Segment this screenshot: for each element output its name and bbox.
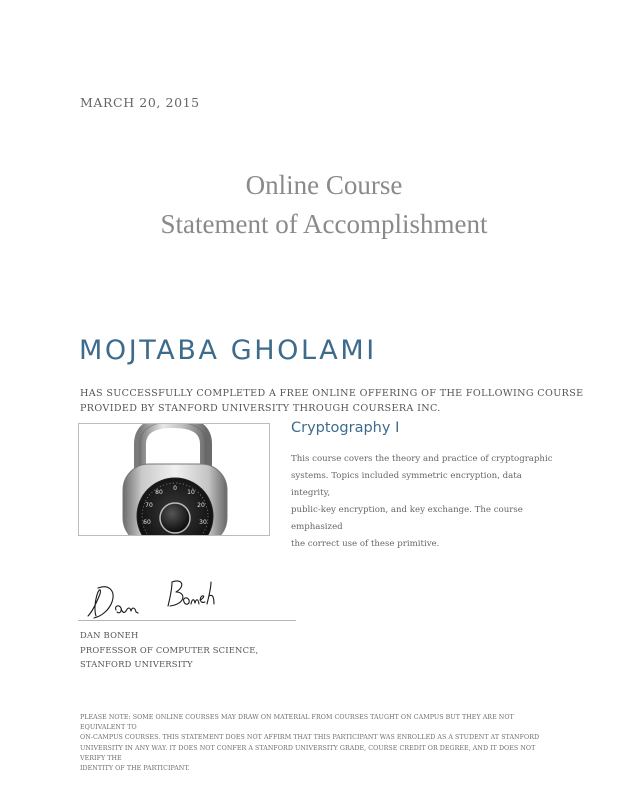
svg-text:10: 10 (187, 489, 195, 496)
completion-statement-line: HAS SUCCESSFULLY COMPLETED A FREE ONLINE OFFERING OF THE FOLLOWING COURSE (80, 388, 584, 399)
signer-institution: STANFORD UNIVERSITY (80, 659, 193, 669)
course-description (291, 451, 561, 553)
completion-statement (80, 386, 584, 416)
handwritten-signature (86, 576, 236, 622)
disclaimer-note (80, 713, 550, 774)
svg-text:20: 20 (197, 502, 205, 509)
course-image (78, 423, 270, 536)
course-description-line: the correct use of these primitive. (291, 539, 440, 549)
signer-name: DAN BONEH (80, 630, 139, 640)
certificate-title-line-2: Statement of Accomplishment (160, 209, 488, 239)
disclaimer-line: IDENTITY OF THE PARTICIPANT. (80, 765, 190, 773)
signature-line (78, 620, 296, 621)
svg-text:70: 70 (145, 502, 153, 509)
disclaimer-line: ON-CAMPUS COURSES. THIS STATEMENT DOES NOT AFFIRM THAT THIS PARTICIPANT WAS ENROLLED AS A STUDENT AT STANFORD (80, 734, 540, 742)
certificate-title-line-1: Online Course (245, 170, 403, 200)
svg-text:80: 80 (155, 489, 163, 496)
svg-text:30: 30 (199, 519, 207, 526)
course-description-line: systems. Topics included symmetric encryption, data integrity, (291, 471, 522, 498)
disclaimer-line: UNIVERSITY IN ANY WAY. IT DOES NOT CONFER A STANFORD UNIVERSITY GRADE, COURSE CREDIT OR DEGREE, AND IT DOES NOT VERIFY THE (80, 744, 536, 762)
recipient-name: MOJTABA GHOLAMI (79, 335, 377, 366)
svg-text:60: 60 (143, 519, 151, 526)
signer-position: PROFESSOR OF COMPUTER SCIENCE, (80, 644, 259, 655)
completion-statement-line: PROVIDED BY STANFORD UNIVERSITY THROUGH COURSERA INC. (80, 403, 441, 414)
course-description-line: This course covers the theory and practice of cryptographic (291, 454, 553, 464)
course-description-line: public-key encryption, and key exchange. The course emphasized (291, 505, 523, 532)
signer-info (80, 628, 258, 672)
certificate-date: MARCH 20, 2015 (80, 95, 200, 110)
course-title: Cryptography I (291, 420, 400, 436)
combination-padlock-icon (79, 424, 269, 535)
disclaimer-line: PLEASE NOTE: SOME ONLINE COURSES MAY DRAW ON MATERIAL FROM COURSES TAUGHT ON CAMPUS BUT THEY ARE NOT EQUIVALENT TO (80, 714, 514, 732)
svg-text:0: 0 (173, 485, 177, 492)
